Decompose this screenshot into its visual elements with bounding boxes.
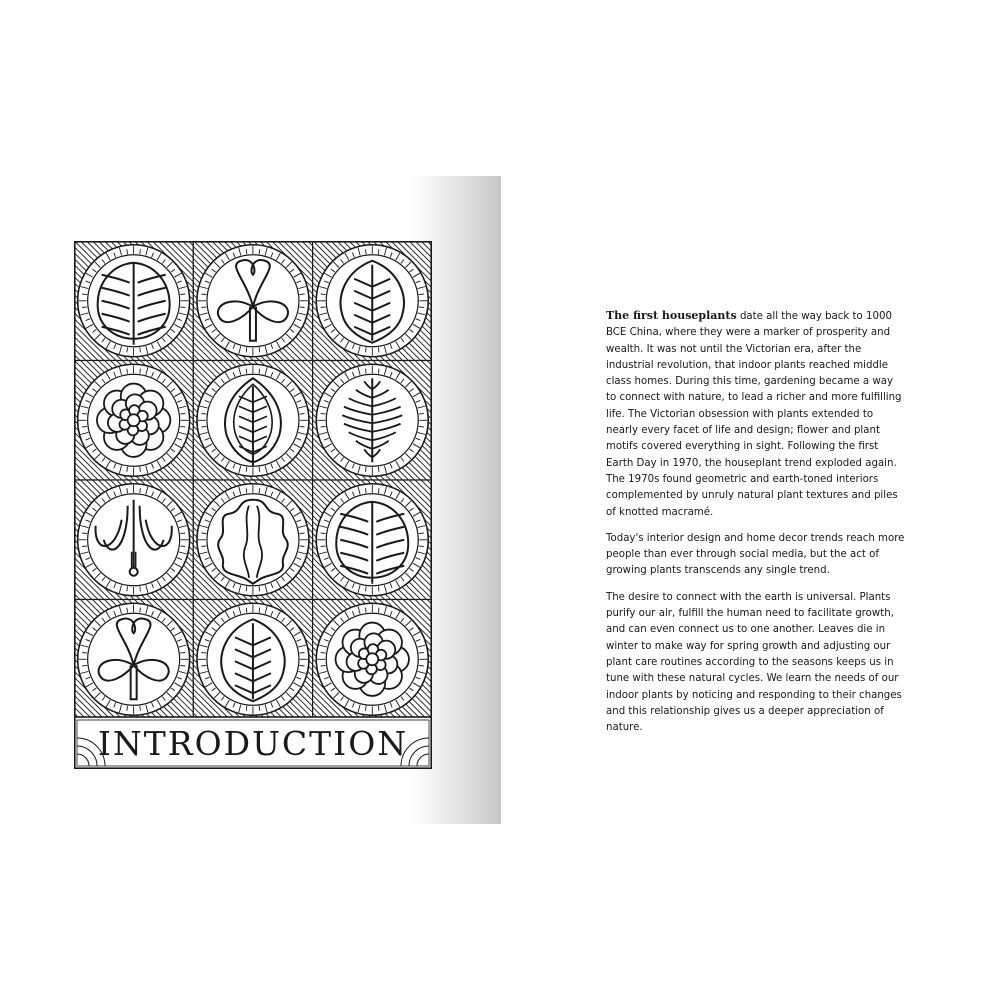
lead-in: The first houseplants (606, 309, 737, 322)
plant-tile-illustration (74, 241, 432, 769)
paragraph-1 (606, 308, 906, 521)
paragraph-1-body: date all the way back to 1000 BCE China, where they were a marker of prosperity and wealth. It was not until the Victorian era, after the industrial revolution, that indoor plants reached middle class homes. During this time, gardening became a way to connect with nature, to lead a richer and more fulfilling life. The Victorian obsession with plants extended to nearly every facet of life and design; flower and plant motifs covered everything in sight. Following the first Earth Day in 1970, the houseplant trend exploded again. The 1970s found geometric and earth-toned interiors complemented by unruly natural plant textures and piles of knotted macramé. (606, 311, 902, 518)
title-banner (74, 717, 432, 769)
right-page-text (606, 308, 906, 746)
paragraph-3: The desire to connect with the earth is universal. Plants purify our air, fulfill the human need to facilitate growth, and can even connect us to one another. Leaves die in winter to make way for spring growth and adjusting our plant care routines according to the seasons keeps us in tune with these natural cycles. We learn the needs of our indoor plants by noticing and responding to their changes and this relationship gives us a deeper appreciation of nature. (606, 591, 902, 734)
succulent-rosette-icon (97, 384, 170, 457)
paragraph-2: Today's interior design and home decor trends reach more people than ever through social media, but the act of growing plants transcends any single trend. (606, 532, 905, 577)
succulent-rosette-icon (336, 623, 409, 696)
page-title: INTRODUCTION (97, 724, 409, 763)
